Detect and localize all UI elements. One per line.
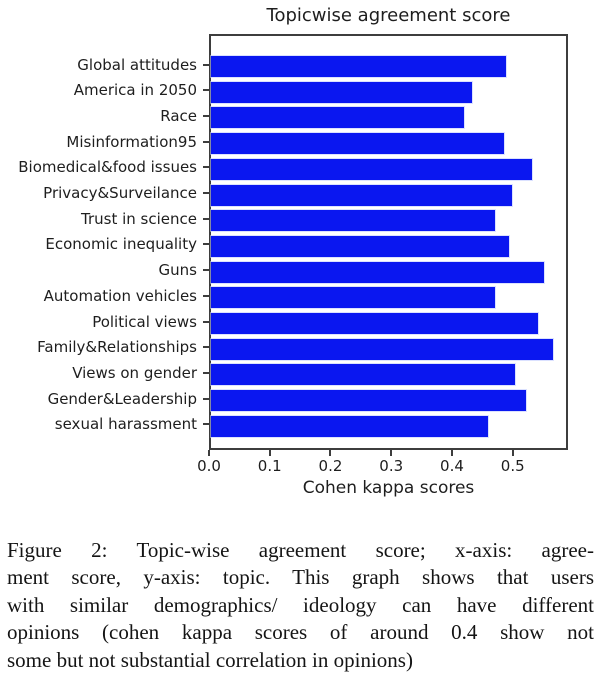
x-tick-mark <box>512 450 514 456</box>
y-tick-label: Misinformation95 <box>66 132 197 151</box>
y-tick-mark <box>203 166 209 168</box>
bar <box>211 107 464 128</box>
bar <box>211 159 532 180</box>
y-tick-mark <box>203 423 209 425</box>
x-tick-mark <box>390 450 392 456</box>
bar <box>211 82 472 103</box>
y-tick-mark <box>203 321 209 323</box>
y-tick-mark <box>203 192 209 194</box>
caption-line: some but not substantial correlation in opinions) <box>7 647 413 672</box>
bar <box>211 236 509 257</box>
y-tick-label: Automation vehicles <box>43 286 197 305</box>
y-tick-label: America in 2050 <box>73 81 197 100</box>
y-tick-label: Guns <box>158 261 197 280</box>
y-tick-mark <box>203 218 209 220</box>
chart-title: Topicwise agreement score <box>266 5 511 26</box>
y-tick-label: Trust in science <box>81 209 197 228</box>
figure-caption <box>7 537 594 674</box>
x-tick-mark <box>451 450 453 456</box>
bar <box>211 364 515 385</box>
bar <box>211 210 495 231</box>
x-tick-label: 0.2 <box>318 457 343 475</box>
y-tick-label: Privacy&Surveilance <box>43 184 197 202</box>
bar <box>211 56 506 77</box>
caption-line: with similar demographics/ ideology can have different <box>7 592 594 617</box>
bar <box>211 313 538 334</box>
y-tick-label: Economic inequality <box>45 235 197 254</box>
x-tick-label: 0.1 <box>257 457 282 475</box>
y-tick-mark <box>203 295 209 297</box>
y-tick-mark <box>203 398 209 400</box>
y-tick-label: Biomedical&food issues <box>18 158 197 177</box>
y-tick-label: Global attitudes <box>77 55 197 74</box>
y-tick-mark <box>203 89 209 91</box>
y-tick-mark <box>203 115 209 117</box>
y-tick-mark <box>203 372 209 374</box>
x-tick-label: 0.3 <box>379 457 404 475</box>
caption-line: Figure 2: Topic-wise agreement score; x-axis: agree- <box>7 538 594 562</box>
y-tick-mark <box>203 243 209 245</box>
bar <box>211 133 504 154</box>
y-tick-label: Political views <box>92 312 197 331</box>
y-tick-mark <box>203 346 209 348</box>
x-tick-mark <box>208 450 210 456</box>
y-tick-label: Views on gender <box>72 363 197 382</box>
y-tick-label: Gender&Leadership <box>47 389 197 408</box>
x-tick-label: 0.4 <box>440 457 464 475</box>
x-tick-label: 0.0 <box>197 457 221 475</box>
bar <box>211 416 488 437</box>
bar <box>211 390 526 411</box>
y-tick-mark <box>203 64 209 66</box>
y-tick-label: Race <box>160 106 197 125</box>
y-tick-mark <box>203 269 209 271</box>
x-tick-label: 0.5 <box>500 457 525 475</box>
x-tick-mark <box>269 450 271 456</box>
x-axis-label: Cohen kappa scores <box>302 478 475 498</box>
plot-area <box>209 34 568 450</box>
bar <box>211 287 495 308</box>
bar <box>211 262 544 283</box>
y-tick-label: Family&Relationships <box>37 338 197 357</box>
y-tick-mark <box>203 141 209 143</box>
y-tick-label: sexual harassment <box>54 415 197 434</box>
caption-line: ment score, y-axis: topic. This graph shows that users <box>7 565 594 590</box>
bar <box>211 185 512 206</box>
caption-line: opinions (cohen kappa scores of around 0.4 show not <box>7 620 594 645</box>
x-tick-mark <box>329 450 331 456</box>
bar <box>211 339 553 360</box>
